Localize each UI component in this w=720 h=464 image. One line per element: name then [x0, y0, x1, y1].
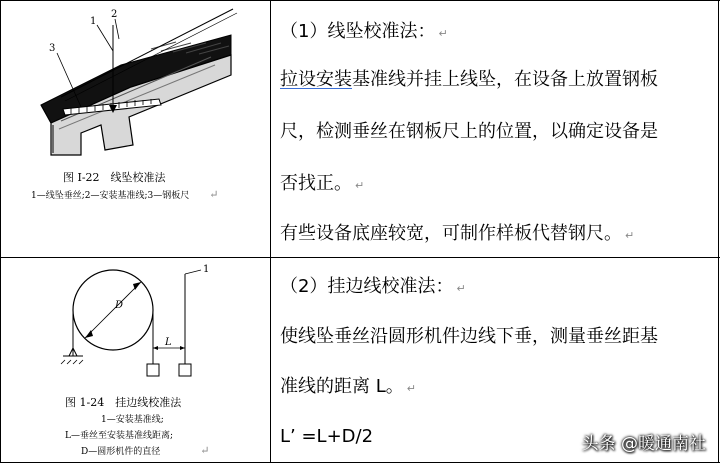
section-heading-1 [280, 21, 448, 45]
paragraph-line [280, 69, 658, 91]
paragraph-mark: ↵ [456, 282, 466, 295]
line-text: 基准线并挂上线坠，在设备上放置钢板 [352, 69, 658, 90]
edge-line-figure [1, 260, 269, 390]
text-cell-1 [272, 1, 718, 257]
table-border-right [718, 0, 719, 463]
underlined-text: 拉设安装 [280, 69, 352, 90]
table-border-bottom [0, 462, 720, 463]
paragraph-mark: ↵ [625, 229, 635, 242]
rail-plumb-figure [1, 5, 269, 165]
figure-legend-2c [81, 444, 209, 457]
paragraph-line: 使线坠垂丝沿圆形机件边线下垂，测量垂丝距基 [280, 326, 658, 347]
figure-label-l: L [165, 337, 172, 348]
line-text: 有些设备底座较宽，可制作样板代替钢尺。 [280, 223, 622, 244]
figure-legend-2a: 1—安装基准线; [101, 415, 164, 425]
formula: L’ =L+D/2 [280, 426, 374, 447]
figure-label-1: 1 [203, 264, 210, 275]
figure-title-2: 图 1-24 挂边线校准法 [65, 396, 182, 409]
line-text: 否找正。 [280, 173, 352, 194]
figure-label-1: 1 [90, 16, 97, 27]
section-heading-2 [280, 276, 466, 300]
paragraph-mark: ↵ [406, 382, 416, 395]
paragraph-mark: ↵ [438, 27, 448, 40]
paragraph-line: 尺，检测垂丝在钢板尺上的位置，以确定设备是 [280, 121, 658, 142]
figure-legend-text: 1—线坠垂丝;2—安装基准线;3—钢板尺 [31, 191, 190, 201]
heading-text: （1）线坠校准法： [280, 21, 436, 42]
paragraph-mark: ↵ [200, 444, 210, 457]
figure-label-2: 2 [111, 9, 118, 20]
figure-cell-1 [1, 1, 269, 257]
figure-label-3: 3 [49, 43, 56, 54]
paragraph-line [280, 223, 634, 247]
figure-legend-text: D—圆形机件的直径 [81, 447, 161, 457]
paragraph-line [280, 376, 416, 400]
figure-title-1: 图 I-22 线坠校准法 [63, 171, 166, 184]
figure-legend-1 [31, 188, 218, 201]
line-text: 准线的距离 L。 [280, 376, 404, 397]
table-column-divider [270, 0, 271, 463]
figure-cell-2 [1, 258, 269, 462]
paragraph-mark: ↵ [355, 179, 365, 192]
paragraph-line [280, 173, 364, 197]
figure-legend-2b: L—垂丝至安装基准线距离; [65, 431, 174, 441]
paragraph-mark: ↵ [209, 188, 219, 201]
watermark: 头条 @暖通南社 [581, 434, 706, 454]
heading-text: （2）挂边线校准法： [280, 276, 454, 297]
figure-label-d: D [115, 300, 124, 311]
